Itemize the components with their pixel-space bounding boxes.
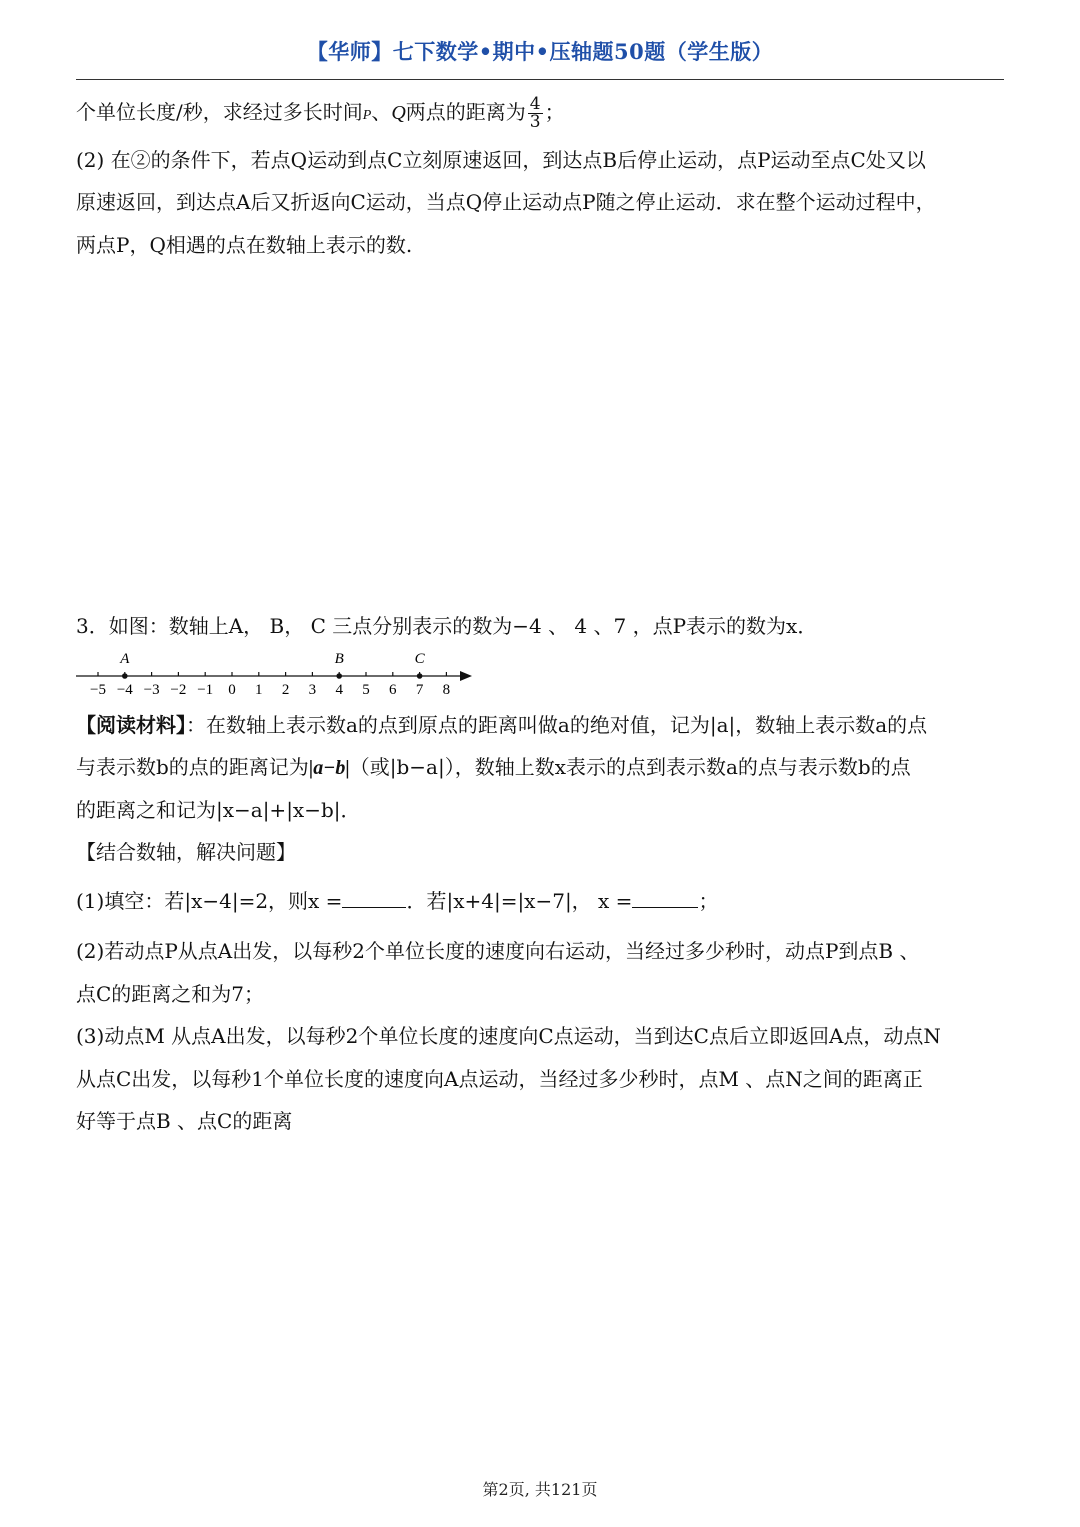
tick-label: 5 — [362, 682, 370, 698]
point-dot-a — [122, 673, 128, 679]
header-divider — [76, 79, 1004, 80]
point-dot-c — [417, 673, 423, 679]
tick-label: −3 — [143, 682, 160, 698]
answer-blank-1[interactable] — [342, 887, 406, 908]
question-2-line-2: 点C的距离之和为7； — [76, 982, 265, 1006]
tick-label: −1 — [197, 682, 214, 698]
fraction-denominator: 3 — [529, 112, 541, 132]
q1-text-b: ．若|x+4|=|x−7|， x = — [406, 889, 633, 913]
answer-blank-2[interactable] — [632, 887, 698, 908]
tick-label: 6 — [389, 682, 397, 698]
tick-label: 2 — [281, 682, 290, 698]
part2-line-1: (2) 在②的条件下，若点Q运动到点C立刻原速返回，到达点B后停止运动，点P运动至点C处又以 — [76, 148, 926, 172]
number-line-arrow — [460, 671, 472, 681]
reading-material-line-2 — [76, 753, 1006, 782]
question-3-line-1: (3)动点M 从点A出发，以每秒2个单位长度的速度向C点运动，当到达C点后立即返回A点，动点N — [76, 1024, 941, 1048]
tick-label: 3 — [308, 682, 317, 698]
fraction-numerator: 4 — [529, 94, 541, 114]
reading-material-heading: 【阅读材料】 — [76, 713, 186, 737]
q1-end: ； — [698, 889, 719, 913]
point-p-label: P — [362, 108, 372, 123]
reading-material-text-1: ：在数轴上表示数a的点到原点的距离叫做a的绝对值，记为|a|，数轴上表示数a的点 — [186, 713, 928, 737]
question-3-line-2: 从点C出发，以每秒1个单位长度的速度向A点运动，当经过多少秒时，点M 、点N之间的距离正 — [76, 1067, 923, 1091]
tick-label: −5 — [90, 682, 106, 698]
question-2-line-1: (2)若动点P从点A出发，以每秒2个单位长度的速度向右运动，当经过多少秒时，动点P到点B 、 — [76, 939, 920, 963]
combine-title: 【结合数轴，解决问题】 — [76, 840, 296, 864]
prev-line1-end: ； — [544, 100, 565, 124]
number-line-figure — [76, 648, 476, 700]
abs-formula: |a−b| — [308, 757, 350, 779]
point-label-b: B — [334, 651, 344, 667]
page-header-title: 【华师】七下数学•期中•压轴题50题（学生版） — [306, 39, 774, 64]
part2-line-2: 原速返回，到达点A后又折返向C运动，当点Q停止运动点P随之停止运动．求在整个运动过程中， — [76, 190, 936, 214]
point-q-label: Q — [391, 102, 406, 124]
tick-label: 1 — [255, 682, 263, 698]
reading-material-text-2b: （或|b−a|），数轴上数x表示的点到表示数a的点与表示数b的点 — [349, 755, 911, 779]
fraction-four-thirds — [528, 96, 543, 131]
reading-material-line-3: 的距离之和记为|x−a|+|x−b|． — [76, 798, 361, 822]
separator: 、 — [371, 100, 392, 124]
point-dot-b — [336, 673, 342, 679]
tick-label: 4 — [335, 682, 343, 698]
tick-label: −2 — [170, 682, 187, 698]
page-footer: 第2页, 共121页 — [482, 1480, 598, 1499]
point-label-a: A — [120, 651, 130, 667]
prev-line1-text: 个单位长度/秒，求经过多长时间 — [76, 100, 363, 124]
reading-material-line-1 — [76, 711, 1006, 739]
question-1 — [76, 887, 1006, 915]
reading-material-text-2a: 与表示数b的点的距离记为 — [76, 755, 309, 779]
prev-problem-line-1 — [76, 96, 1006, 131]
question-3-line-3: 好等于点B 、点C的距离 — [76, 1109, 293, 1133]
tick-label: 0 — [228, 682, 236, 698]
tick-label: 7 — [415, 682, 424, 698]
point-label-c: C — [414, 651, 425, 667]
tick-label: −4 — [116, 682, 133, 698]
problem3-intro: 3．如图：数轴上A， B， C 三点分别表示的数为−4 、 4 、7 ，点P表示的数为x． — [76, 614, 818, 638]
q1-text-a: (1)填空：若|x−4|=2，则x = — [76, 889, 343, 913]
part2-line-3: 两点P，Q相遇的点在数轴上表示的数. — [76, 233, 413, 257]
tick-label: 8 — [442, 682, 451, 698]
prev-line1-text-b: 两点的距离为 — [405, 100, 526, 124]
